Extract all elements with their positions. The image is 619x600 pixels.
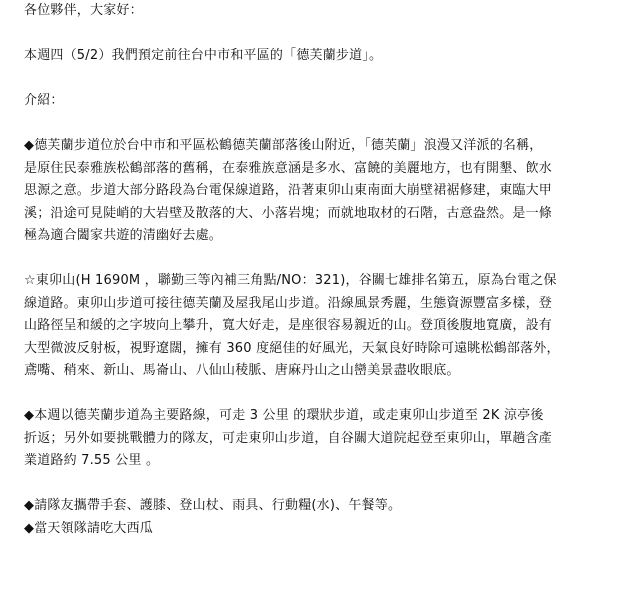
intro-line: 本週四（5/2）我們預定前往台中市和平區的「德芙蘭步道」。 bbox=[24, 48, 383, 63]
paragraph-line: 山路徑呈和緩的之字坡向上攀升，寬大好走，是座很容易親近的山。登頂後腹地寬廣，設有 bbox=[24, 318, 553, 333]
blank-line bbox=[24, 113, 604, 136]
route-plan-paragraph bbox=[24, 405, 604, 473]
paragraph-line: 線道路。東卯山步道可接往德芙蘭及屋我尾山步道。沿線風景秀麗，生態資源豐富多樣，登 bbox=[24, 295, 553, 311]
trail-description-paragraph bbox=[24, 135, 604, 248]
paragraph-line: 鳶嘴、稍來、新山、馬崙山、八仙山稜脈、唐麻丹山之山巒美景盡收眼底。 bbox=[24, 363, 460, 378]
message-body bbox=[24, 0, 604, 540]
blank-line bbox=[24, 23, 604, 46]
paragraph-line: 思源之意。步道大部分路段為台電保線道路，沿著東卯山東南面大崩壁裙裾修建，東臨大甲 bbox=[24, 183, 553, 198]
paragraph-line: 大型微波反射板，視野遼闊，擁有 360 度絕佳的好風光，天氣良好時除可遠眺松鶴部落外， bbox=[24, 340, 560, 356]
mountain-description-paragraph bbox=[24, 270, 604, 383]
paragraph-line: 極為適合闔家共遊的清幽好去處。 bbox=[24, 228, 223, 243]
paragraph-line: ◆德芙蘭步道位於台中市和平區松鶴德芙蘭部落後山附近，「德芙蘭」浪漫又洋派的名稱， bbox=[24, 138, 543, 153]
paragraph-line: 業道路約 7.55 公里 。 bbox=[24, 453, 160, 468]
paragraph-line: 是原住民泰雅族松鶴部落的舊稱，在泰雅族意涵是多水、富饒的美麗地方，也有開墾、飲水 bbox=[24, 160, 553, 176]
paragraph-line: 折返；另外如要挑戰體力的隊友，可走東卯山步道，自谷關大道院起登至東卯山，單趟含產 bbox=[24, 430, 553, 446]
paragraph-line: 溪；沿途可見陡峭的大岩壁及散落的大、小落岩塊；而就地取材的石階，古意盎然。是一條 bbox=[24, 205, 553, 221]
equipment-note: ◆請隊友攜帶手套、護膝、登山杖、雨具、行動糧(水)、午餐等。 bbox=[24, 498, 402, 513]
greeting-line: 各位夥伴，大家好： bbox=[24, 3, 143, 18]
section-label: 介紹： bbox=[24, 93, 64, 108]
blank-line bbox=[24, 248, 604, 271]
paragraph-line: ◆本週以德芙蘭步道為主要路線，可走 3 公里 的環狀步道，或走東卯山步道至 2K 涼亭後 bbox=[24, 408, 544, 423]
paragraph-line: ☆東卯山(H 1690M ，聯勤三等內補三角點/NO：321)，谷關七雄排名第五，原為台電之保 bbox=[24, 273, 557, 288]
blank-line bbox=[24, 68, 604, 91]
blank-line bbox=[24, 473, 604, 496]
blank-line bbox=[24, 383, 604, 406]
watermelon-note: ◆當天領隊請吃大西瓜 bbox=[24, 520, 153, 536]
